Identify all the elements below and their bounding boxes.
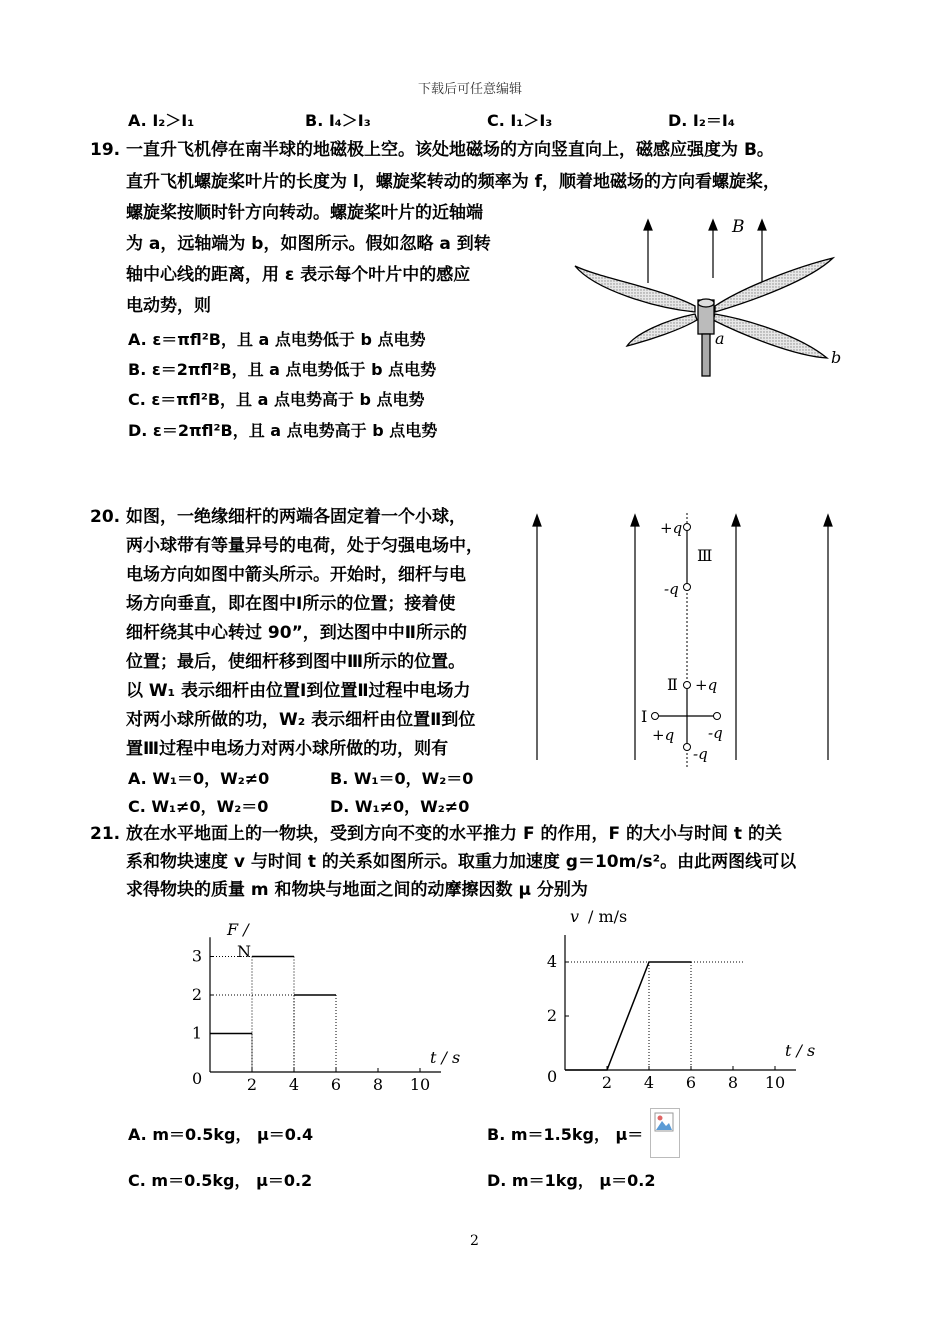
field-label-B: B [732, 217, 745, 237]
charge-ball [652, 713, 659, 720]
q19-line-1: 19. 一直升飞机停在南半球的地磁极上空。该处地磁场的方向竖直向上，磁感应强度为 B。 [90, 140, 774, 160]
q20-line-1: 20. 如图，一绝缘细杆的两端各固定着一个小球， [90, 507, 467, 527]
x-tick-label: 8 [372, 1075, 384, 1094]
force-time-chart [185, 905, 485, 1105]
field-lines [533, 515, 832, 760]
q21-option-a: A. m＝0.5kg， μ＝0.4 [128, 1125, 314, 1144]
x-axis-label: t / s [785, 1041, 816, 1060]
page-number: 2 [470, 1233, 479, 1249]
charge-ball [714, 713, 721, 720]
pos1-minus-q: -q [708, 724, 723, 742]
x-tick-label: 8 [727, 1073, 739, 1092]
q18-option-a: A. I₂＞I₁ [128, 111, 195, 130]
q20-line-3: 电场方向如图中箭头所示。开始时，细杆与电 [126, 565, 466, 585]
q18-option-b: B. I₄＞I₃ [305, 111, 371, 130]
y-tick-label: 2 [191, 985, 202, 1004]
x-tick-label: 6 [330, 1075, 342, 1094]
q19-option-b: B. ε＝2πfl²B，且 a 点电势低于 b 点电势 [128, 360, 437, 379]
q21-line-2: 系和物块速度 v 与时间 t 的关系如图所示。取重力加速度 g＝10m/s²。由此两图线可以 [126, 852, 797, 872]
q21-option-d: D. m＝1kg， μ＝0.2 [487, 1171, 656, 1190]
q20-option-a: A. W₁＝0，W₂≠0 [128, 769, 270, 788]
q20-line-9: 置Ⅲ过程中电场力对两小球所做的功，则有 [126, 739, 449, 759]
y-tick-label: 1 [191, 1023, 202, 1043]
q19-line-5: 轴中心线的距离，用 ε 表示每个叶片中的感应 [126, 265, 471, 285]
q20-line-2: 两小球带有等量异号的电荷，处于匀强电场中， [126, 536, 483, 556]
x-tick-label: 10 [764, 1073, 786, 1092]
charge-ball [684, 682, 691, 689]
x-tick-label: 10 [409, 1075, 431, 1094]
q19-option-c: C. ε＝πfl²B，且 a 点电势高于 b 点电势 [128, 390, 425, 409]
pos3-label: Ⅲ [697, 546, 713, 565]
q20-line-8: 对两小球所做的功，W₂ 表示细杆由位置Ⅱ到位 [126, 710, 476, 730]
origin-label: 0 [192, 1069, 203, 1088]
q19-line-3: 螺旋桨按顺时针方向转动。螺旋桨叶片的近轴端 [126, 203, 483, 223]
pos3-plus-q: +q [660, 519, 683, 537]
broken-image-placeholder [650, 1108, 680, 1158]
y-axis-unit: N [237, 942, 251, 961]
x-axis-label: t / s [430, 1048, 461, 1067]
q21-option-c: C. m＝0.5kg， μ＝0.2 [128, 1171, 313, 1190]
label-b: b [831, 348, 842, 367]
q20-line-4: 场方向垂直，即在图中Ⅰ所示的位置；接着使 [126, 594, 456, 614]
broken-image-icon [654, 1112, 674, 1132]
page-header: 下载后可任意编辑 [418, 82, 523, 97]
charge-ball [684, 584, 691, 591]
q21-option-b: B. m＝1.5kg， μ＝ [487, 1125, 644, 1144]
label-a: a [715, 329, 725, 348]
pos1-label: Ⅰ [641, 707, 648, 726]
q20-option-b: B. W₁＝0，W₂＝0 [330, 769, 474, 788]
q19-line-2: 直升飞机螺旋桨叶片的长度为 l，螺旋桨转动的频率为 f，顺着地磁场的方向看螺旋桨， [126, 172, 781, 192]
q21-line-3: 求得物块的质量 m 和物块与地面之间的动摩擦因数 μ 分别为 [126, 880, 588, 900]
charge-ball [684, 524, 691, 531]
q20-line-6: 位置；最后，使细杆移到图中Ⅲ所示的位置。 [126, 652, 466, 672]
x-tick-label: 4 [288, 1075, 300, 1094]
q20-line-7: 以 W₁ 表示细杆由位置Ⅰ到位置Ⅱ过程中电场力 [126, 681, 471, 701]
x-tick-label: 2 [601, 1073, 613, 1092]
propeller-shaft [698, 299, 714, 376]
electric-field-figure [525, 505, 850, 770]
y-axis-unit: / m/s [588, 907, 628, 926]
pos2-label: Ⅱ [667, 675, 678, 694]
q20-option-d: D. W₁≠0，W₂≠0 [330, 797, 470, 816]
q19-line-4: 为 a，远轴端为 b，如图所示。假如忽略 a 到转 [126, 234, 491, 254]
y-axis-label: v [570, 907, 580, 926]
origin-label: 0 [547, 1067, 558, 1086]
charge-ball [684, 744, 691, 751]
pos2-plus-q: +q [695, 676, 718, 694]
y-tick-label: 2 [546, 1006, 557, 1025]
q19-line-6: 电动势，则 [126, 296, 211, 316]
propeller-figure [565, 208, 865, 383]
y-axis-label: F / [227, 920, 249, 939]
x-tick-label: 6 [685, 1073, 697, 1092]
q18-option-d: D. I₂＝I₄ [668, 111, 735, 130]
x-tick-label: 4 [643, 1073, 655, 1092]
y-tick-label: 4 [546, 952, 557, 971]
q20-line-5: 细杆绕其中心转过 90”，到达图中中Ⅱ所示的 [126, 623, 467, 643]
velocity-series-line [565, 962, 691, 1070]
y-tick-label: 3 [191, 946, 202, 966]
q18-option-c: C. I₁＞I₃ [487, 111, 553, 130]
q19-option-d: D. ε＝2πfl²B，且 a 点电势高于 b 点电势 [128, 421, 438, 440]
pos1-plus-q: +q [652, 726, 675, 744]
magnetic-field-arrows [644, 220, 766, 283]
pos3-minus-q: -q [664, 580, 679, 598]
q19-option-a: A. ε＝πfl²B，且 a 点电势低于 b 点电势 [128, 330, 426, 349]
q21-line-1: 21. 放在水平地面上的一物块，受到方向不变的水平推力 F 的作用，F 的大小与时间 t 的关 [90, 824, 782, 844]
q20-option-c: C. W₁≠0，W₂＝0 [128, 797, 269, 816]
velocity-time-chart [540, 905, 840, 1105]
pos2-minus-q: -q [693, 745, 708, 763]
x-tick-label: 2 [246, 1075, 258, 1094]
